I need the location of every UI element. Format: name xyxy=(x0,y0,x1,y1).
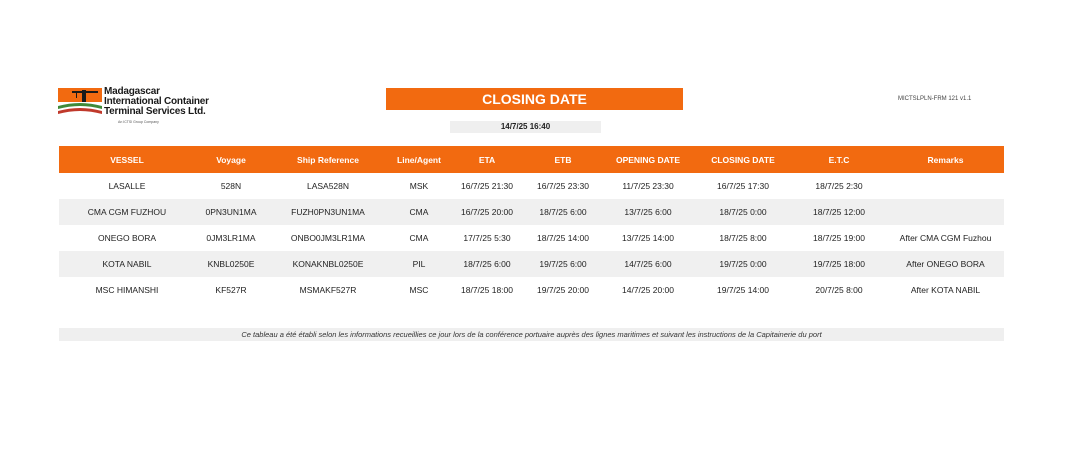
cell-ship-reference: LASA528N xyxy=(306,181,350,191)
cell-ship-reference: ONBO0JM3LR1MA xyxy=(290,233,366,243)
cell-etb: 19/7/25 20:00 xyxy=(537,285,589,295)
table-row xyxy=(59,277,1004,303)
cell-vessel: KOTA NABIL xyxy=(59,251,195,277)
cell-etb: 16/7/25 23:30 xyxy=(537,181,589,191)
cell-closing-date: 16/7/25 17:30 xyxy=(717,181,769,191)
column-header-opening-date: OPENING DATE xyxy=(601,146,695,173)
cell-opening-date: 13/7/25 14:00 xyxy=(622,233,674,243)
cell-eta: 18/7/25 6:00 xyxy=(449,251,525,277)
cell-eta: 17/7/25 5:30 xyxy=(463,233,511,243)
cell-voyage: KNBL0250E xyxy=(195,251,267,277)
column-header-vessel: VESSEL xyxy=(59,146,195,173)
document-code: MICTSLPLN-FRM 121 v1.1 xyxy=(898,96,972,102)
table-row xyxy=(59,199,1004,225)
cell-closing-date: 18/7/25 0:00 xyxy=(695,199,791,225)
table-row xyxy=(59,173,1004,199)
cell-closing-date: 19/7/25 0:00 xyxy=(695,251,791,277)
cell-line-agent: CMA xyxy=(409,233,429,243)
cell-closing-date: 19/7/25 14:00 xyxy=(717,285,769,295)
cell-etc: 20/7/25 8:00 xyxy=(815,285,863,295)
cell-opening-date: 11/7/25 23:30 xyxy=(622,181,674,191)
cell-line-agent: CMA xyxy=(389,199,449,225)
table-header-row xyxy=(59,146,1004,173)
cell-vessel: LASALLE xyxy=(108,181,146,191)
cell-voyage: 0PN3UN1MA xyxy=(195,199,267,225)
cell-line-agent: MSC xyxy=(409,285,429,295)
cell-opening-date: 13/7/25 6:00 xyxy=(601,199,695,225)
column-header-closing-date: CLOSING DATE xyxy=(695,146,791,173)
cell-eta: 16/7/25 20:00 xyxy=(449,199,525,225)
closing-date-table xyxy=(59,146,1004,303)
column-header-line-agent: Line/Agent xyxy=(389,146,449,173)
cell-vessel: CMA CGM FUZHOU xyxy=(59,199,195,225)
cell-etb: 18/7/25 14:00 xyxy=(537,233,589,243)
column-header-etc: E.T.C xyxy=(791,146,887,173)
cell-etc: 19/7/25 18:00 xyxy=(791,251,887,277)
cell-opening-date: 14/7/25 6:00 xyxy=(601,251,695,277)
cell-ship-reference: FUZH0PN3UN1MA xyxy=(267,199,389,225)
cell-line-agent: PIL xyxy=(389,251,449,277)
column-header-voyage: Voyage xyxy=(195,146,267,173)
table-row xyxy=(59,225,1004,251)
column-header-remarks: Remarks xyxy=(887,146,1004,173)
cell-line-agent: MSK xyxy=(409,181,429,191)
cell-etb: 18/7/25 6:00 xyxy=(525,199,601,225)
footnote: Ce tableau a été établi selon les informations recueillies ce jour lors de la conférence portuaire auprès des lignes maritimes et suivant les instructions de la Capitainerie du port xyxy=(59,328,1004,341)
page-title: CLOSING DATE xyxy=(386,88,683,110)
cell-remarks xyxy=(887,199,1004,225)
cell-remarks: After KOTA NABIL xyxy=(910,285,981,295)
cell-remarks xyxy=(887,173,1004,199)
company-tagline: An ICTSI Group Company xyxy=(118,120,159,124)
cell-vessel: ONEGO BORA xyxy=(97,233,157,243)
cell-etc: 18/7/25 2:30 xyxy=(815,181,863,191)
cell-remarks: After CMA CGM Fuzhou xyxy=(899,233,992,243)
cell-voyage: 0JM3LR1MA xyxy=(206,233,256,243)
cell-etc: 18/7/25 12:00 xyxy=(791,199,887,225)
company-logo xyxy=(58,86,228,128)
cell-etb: 19/7/25 6:00 xyxy=(525,251,601,277)
column-header-eta: ETA xyxy=(449,146,525,173)
container-crane-logo-icon xyxy=(58,88,104,120)
cell-ship-reference: MSMAKF527R xyxy=(299,285,357,295)
column-header-ship-reference: Ship Reference xyxy=(267,146,389,173)
company-name: Madagascar International Container Terminal Services Ltd. xyxy=(104,86,209,117)
cell-eta: 16/7/25 21:30 xyxy=(461,181,513,191)
cell-opening-date: 14/7/25 20:00 xyxy=(622,285,674,295)
column-header-etb: ETB xyxy=(525,146,601,173)
cell-voyage: KF527R xyxy=(215,285,247,295)
table-row xyxy=(59,251,1004,277)
cell-eta: 18/7/25 18:00 xyxy=(461,285,513,295)
cell-etc: 18/7/25 19:00 xyxy=(813,233,865,243)
cell-remarks: After ONEGO BORA xyxy=(887,251,1004,277)
cell-closing-date: 18/7/25 8:00 xyxy=(719,233,767,243)
report-date: 14/7/25 16:40 xyxy=(450,121,601,133)
cell-vessel: MSC HIMANSHI xyxy=(95,285,159,295)
cell-ship-reference: KONAKNBL0250E xyxy=(267,251,389,277)
cell-voyage: 528N xyxy=(220,181,242,191)
